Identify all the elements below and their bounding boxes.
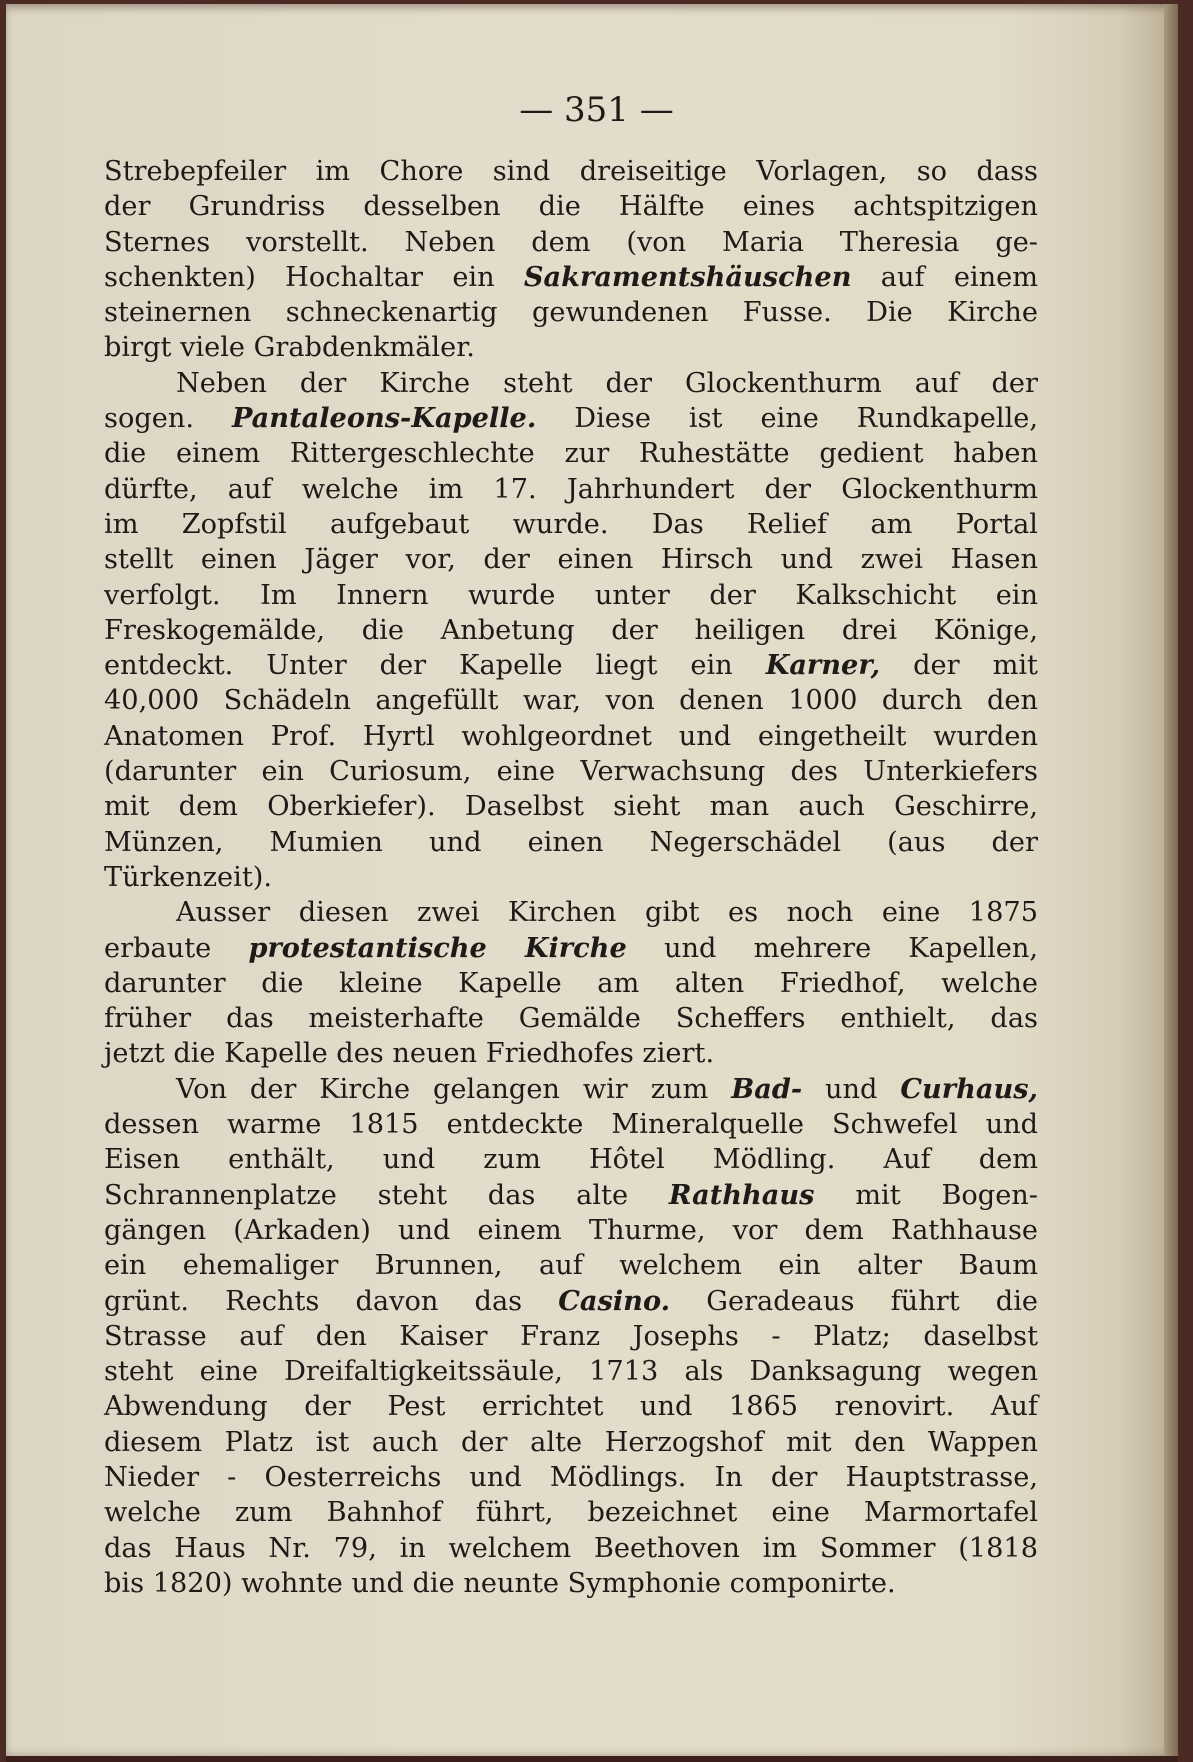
text-segment: Diese ist eine Rundkapelle, — [536, 403, 1039, 435]
text-line: Ausser diesen zwei Kirchen gibt es noch eine 1875 — [176, 897, 1038, 929]
text-line: Abwendung der Pest errichtet und 1865 renovirt. Auf — [104, 1391, 1038, 1423]
text-line: das Haus Nr. 79, in welchem Beethoven im Sommer (1818 — [104, 1532, 1038, 1564]
text-line: steinernen schneckenartig gewundenen Fusse. Die Kirche — [104, 297, 1038, 329]
text-line: dessen warme 1815 entdeckte Mineralquelle Schwefel und — [104, 1109, 1038, 1141]
text-segment: Von der Kirche gelangen wir zum — [176, 1073, 732, 1105]
text-segment: schenkten) Hochaltar ein — [104, 261, 524, 293]
text-line — [104, 648, 1038, 683]
text-line: stellt einen Jäger vor, der einen Hirsch und zwei Hasen — [104, 544, 1038, 576]
emphasized-term: Sakramentshäuschen — [523, 260, 852, 293]
text-line — [104, 260, 1038, 295]
text-line: früher das meisterhafte Gemälde Scheffers enthielt, das — [104, 1003, 1038, 1035]
text-line: Strebepfeiler im Chore sind dreiseitige Vorlagen, so dass — [104, 156, 1038, 187]
text-line: ein ehemaliger Brunnen, auf welchem ein alter Baum — [104, 1250, 1038, 1282]
text-line — [104, 401, 1038, 436]
text-segment: erbaute — [104, 932, 249, 964]
text-line: (darunter ein Curiosum, eine Verwachsung des Unterkiefers — [104, 756, 1038, 788]
emphasized-term: protestantische Kirche — [248, 931, 627, 964]
text-line: verfolgt. Im Innern wurde unter der Kalkschicht ein — [104, 579, 1038, 611]
emphasized-term: Pantaleons-Kapelle. — [231, 402, 537, 435]
text-segment: der mit — [880, 650, 1038, 682]
text-line: dürfte, auf welche im 17. Jahrhundert der Glockenthurm — [104, 473, 1038, 505]
text-segment: und mehrere Kapellen, — [626, 932, 1039, 964]
text-line: im Zopfstil aufgebaut wurde. Das Relief am Portal — [104, 508, 1038, 540]
text-line: diesem Platz ist auch der alte Herzogshof mit den Wappen — [104, 1426, 1038, 1458]
text-line: steht eine Dreifaltigkeitssäule, 1713 als Danksagung wegen — [104, 1356, 1038, 1388]
text-line: Neben der Kirche steht der Glockenthurm auf der — [176, 367, 1038, 399]
page-number-header: — 351 — — [519, 90, 674, 130]
text-line — [104, 1072, 1038, 1107]
emphasized-term: Bad- — [731, 1072, 803, 1105]
text-segment: entdeckt. Unter der Kapelle liegt ein — [104, 650, 766, 682]
text-segment: Geradeaus führt die — [670, 1285, 1038, 1317]
text-line — [104, 1284, 1038, 1319]
text-line: gängen (Arkaden) und einem Thurme, vor dem Rathhause — [104, 1214, 1038, 1246]
text-line: Strasse auf den Kaiser Franz Josephs - Platz; daselbst — [104, 1320, 1038, 1352]
text-segment: grünt. Rechts davon das — [104, 1285, 559, 1317]
text-segment: Schrannenplatze steht das alte — [104, 1179, 669, 1211]
emphasized-term: Casino. — [558, 1284, 671, 1317]
text-segment: sogen. — [104, 403, 232, 435]
text-line: Eisen enthält, und zum Hôtel Mödling. Auf dem — [104, 1144, 1038, 1176]
emphasized-term: Rathhaus — [668, 1178, 815, 1211]
text-line: Münzen, Mumien und einen Negerschädel (aus der — [104, 826, 1038, 858]
text-line: darunter die kleine Kapelle am alten Friedhof, welche — [104, 967, 1038, 999]
text-segment: mit Bogen- — [814, 1179, 1038, 1211]
emphasized-term: Karner, — [765, 649, 881, 682]
text-line — [104, 1178, 1038, 1213]
body-text — [104, 154, 1038, 1601]
emphasized-term: Curhaus, — [900, 1072, 1038, 1105]
text-line: Türkenzeit). — [104, 861, 272, 893]
text-line: jetzt die Kapelle des neuen Friedhofes ziert. — [104, 1038, 715, 1070]
text-segment: auf einem — [851, 261, 1039, 293]
text-line: Anatomen Prof. Hyrtl wohlgeordnet und eingetheilt wurden — [104, 720, 1038, 752]
text-line: der Grundriss desselben die Hälfte eines achtspitzigen — [104, 191, 1038, 223]
text-line: Nieder - Oesterreichs und Mödlings. In der Hauptstrasse, — [104, 1461, 1038, 1493]
text-line: 40,000 Schädeln angefüllt war, von denen 1000 durch den — [104, 685, 1038, 717]
text-line: Freskogemälde, die Anbetung der heiligen drei Könige, — [104, 614, 1038, 646]
text-line — [104, 931, 1038, 966]
text-line: bis 1820) wohnte und die neunte Symphonie componirte. — [104, 1567, 896, 1599]
text-line: mit dem Oberkiefer). Daselbst sieht man auch Geschirre, — [104, 791, 1038, 823]
text-line: birgt viele Grabdenkmäler. — [104, 332, 475, 364]
text-line: Sternes vorstellt. Neben dem (von Maria Theresia ge- — [104, 226, 1038, 258]
text-line: die einem Rittergeschlechte zur Ruhestätte gedient haben — [104, 438, 1038, 470]
page-gutter — [1164, 4, 1178, 1756]
text-segment: und — [802, 1073, 901, 1105]
text-line: welche zum Bahnhof führt, bezeichnet eine Marmortafel — [104, 1497, 1038, 1529]
